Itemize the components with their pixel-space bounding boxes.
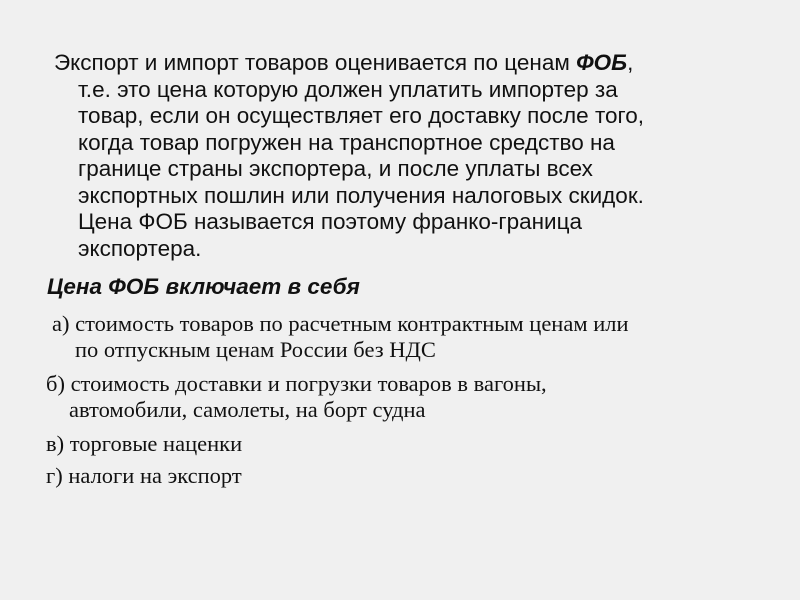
intro-line-5: границе страны экспортера, и после уплаты всех xyxy=(78,156,593,181)
list-item-b xyxy=(46,371,547,423)
list-item-a-line-2: по отпускным ценам России без НДС xyxy=(75,337,436,362)
intro-line-3: товар, если он осуществляет его доставку после того, xyxy=(78,103,644,128)
intro-line-7: Цена ФОБ называется поэтому франко-граница xyxy=(78,209,583,234)
list-item-b-line-1: б) стоимость доставки и погрузки товаров в вагоны, xyxy=(46,371,547,396)
intro-line-8: экспортера. xyxy=(78,235,202,261)
list-item-c xyxy=(46,431,242,457)
intro-line-6: экспортных пошлин или получения налоговых скидок. xyxy=(78,182,644,208)
intro-line-1-text: Экспорт и импорт товаров оценивается по ценам xyxy=(54,50,577,75)
fob-term: ФОБ xyxy=(576,50,628,75)
list-item-d xyxy=(46,463,242,489)
intro-line-1 xyxy=(54,50,774,77)
intro-paragraph xyxy=(54,50,774,262)
list-item-d-line-1: г) налоги на экспорт xyxy=(46,463,242,488)
intro-line-2: т.е. это цена которую должен уплатить импортер за xyxy=(78,76,618,102)
list-item-c-line-1: в) торговые наценки xyxy=(46,431,243,456)
intro-line-4: когда товар погружен на транспортное средство на xyxy=(78,129,615,155)
section-heading: Цена ФОБ включает в себя xyxy=(47,274,360,299)
intro-line-1-comma: , xyxy=(627,50,634,75)
list-item-a-line-1: а) стоимость товаров по расчетным контрактным ценам или xyxy=(52,311,629,336)
list-item-a xyxy=(52,311,629,363)
list-item-b-line-2: автомобили, самолеты, на борт судна xyxy=(69,397,426,422)
